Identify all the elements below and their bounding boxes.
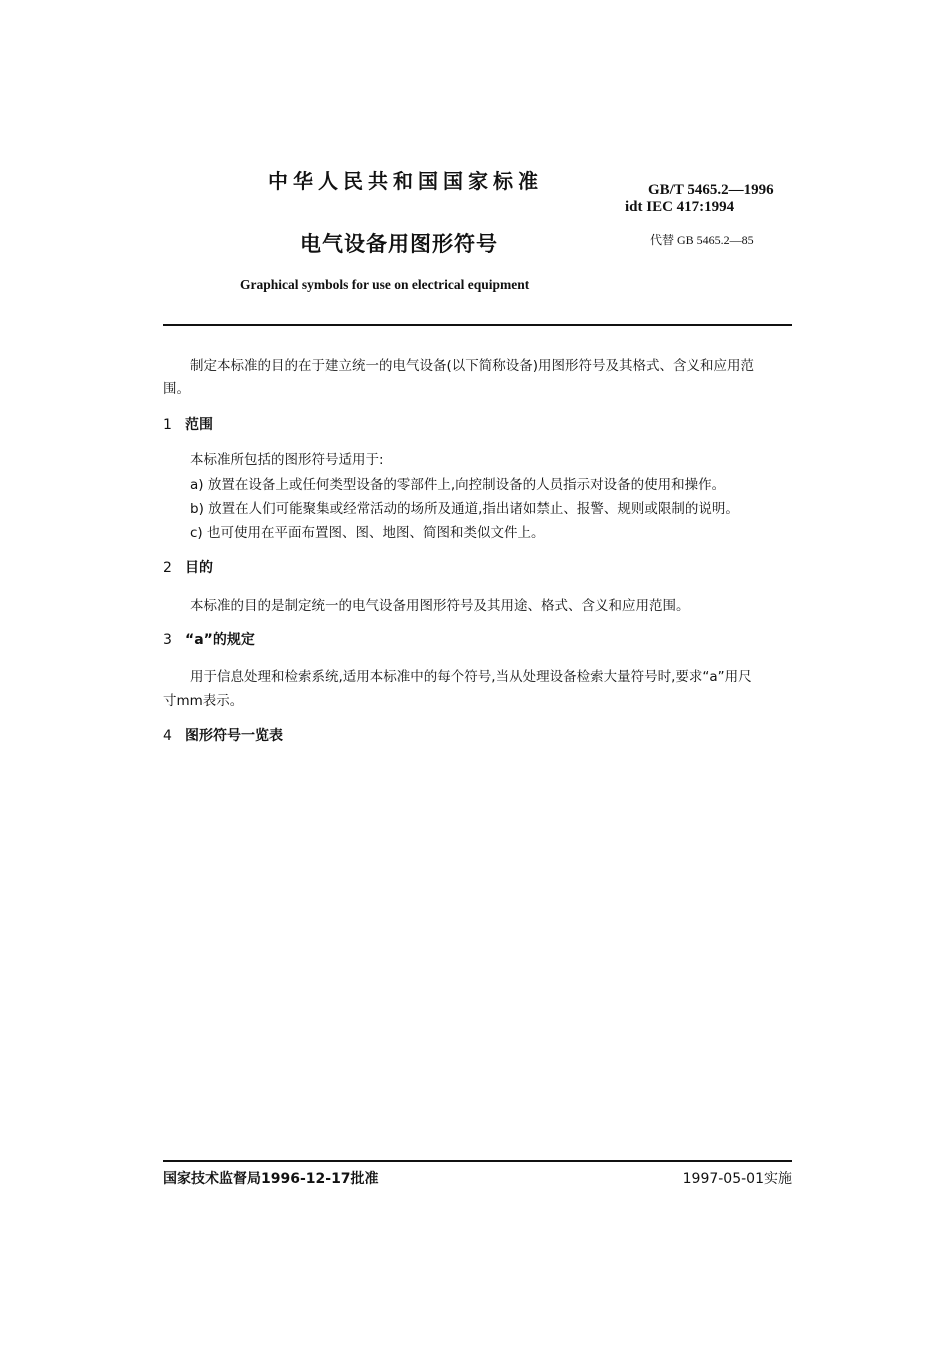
list-item: a) 放置在设备上或任何类型设备的零部件上,向控制设备的人员指示对设备的使用和操作。 — [190, 477, 726, 493]
paragraph: 用于信息处理和检索系统,适用本标准中的每个符号,当从处理设备检索大量符号时,要求“a”用尺 — [190, 669, 752, 685]
english-title: Graphical symbols for use on electrical equipment — [240, 277, 530, 292]
idt-reference: idt IEC 417:1994 — [625, 199, 735, 215]
national-standard-heading: 中华人民共和国国家标准 — [268, 169, 543, 193]
header-divider — [163, 324, 792, 326]
effective-date: 1997-05-01实施 — [682, 1171, 792, 1187]
approval-date: 国家技术监督局1996-12-17批准 — [163, 1171, 379, 1187]
paragraph: 寸mm表示。 — [163, 693, 244, 709]
list-item: b) 放置在人们可能聚集或经常活动的场所及通道,指出诸如禁止、报警、规则或限制的说明。 — [190, 501, 739, 517]
intro-line: 围。 — [163, 381, 190, 397]
document-title: 电气设备用图形符号 — [300, 232, 498, 256]
paragraph: 本标准所包括的图形符号适用于: — [190, 452, 384, 468]
list-item: c) 也可使用在平面布置图、图、地图、简图和类似文件上。 — [190, 525, 545, 541]
standard-code: GB/T 5465.2—1996 — [648, 182, 774, 198]
intro-line: 制定本标准的目的在于建立统一的电气设备(以下简称设备)用图形符号及其格式、含义和应用范 — [190, 358, 755, 374]
footer-divider — [163, 1160, 792, 1162]
section-heading: 2 目的 — [163, 560, 213, 576]
section-heading: 3 “a”的规定 — [163, 632, 255, 648]
section-heading: 1 范围 — [163, 417, 213, 433]
paragraph: 本标准的目的是制定统一的电气设备用图形符号及其用途、格式、含义和应用范围。 — [190, 598, 690, 614]
section-heading: 4 图形符号一览表 — [163, 728, 283, 744]
replaces-note: 代替 GB 5465.2—85 — [650, 233, 754, 247]
